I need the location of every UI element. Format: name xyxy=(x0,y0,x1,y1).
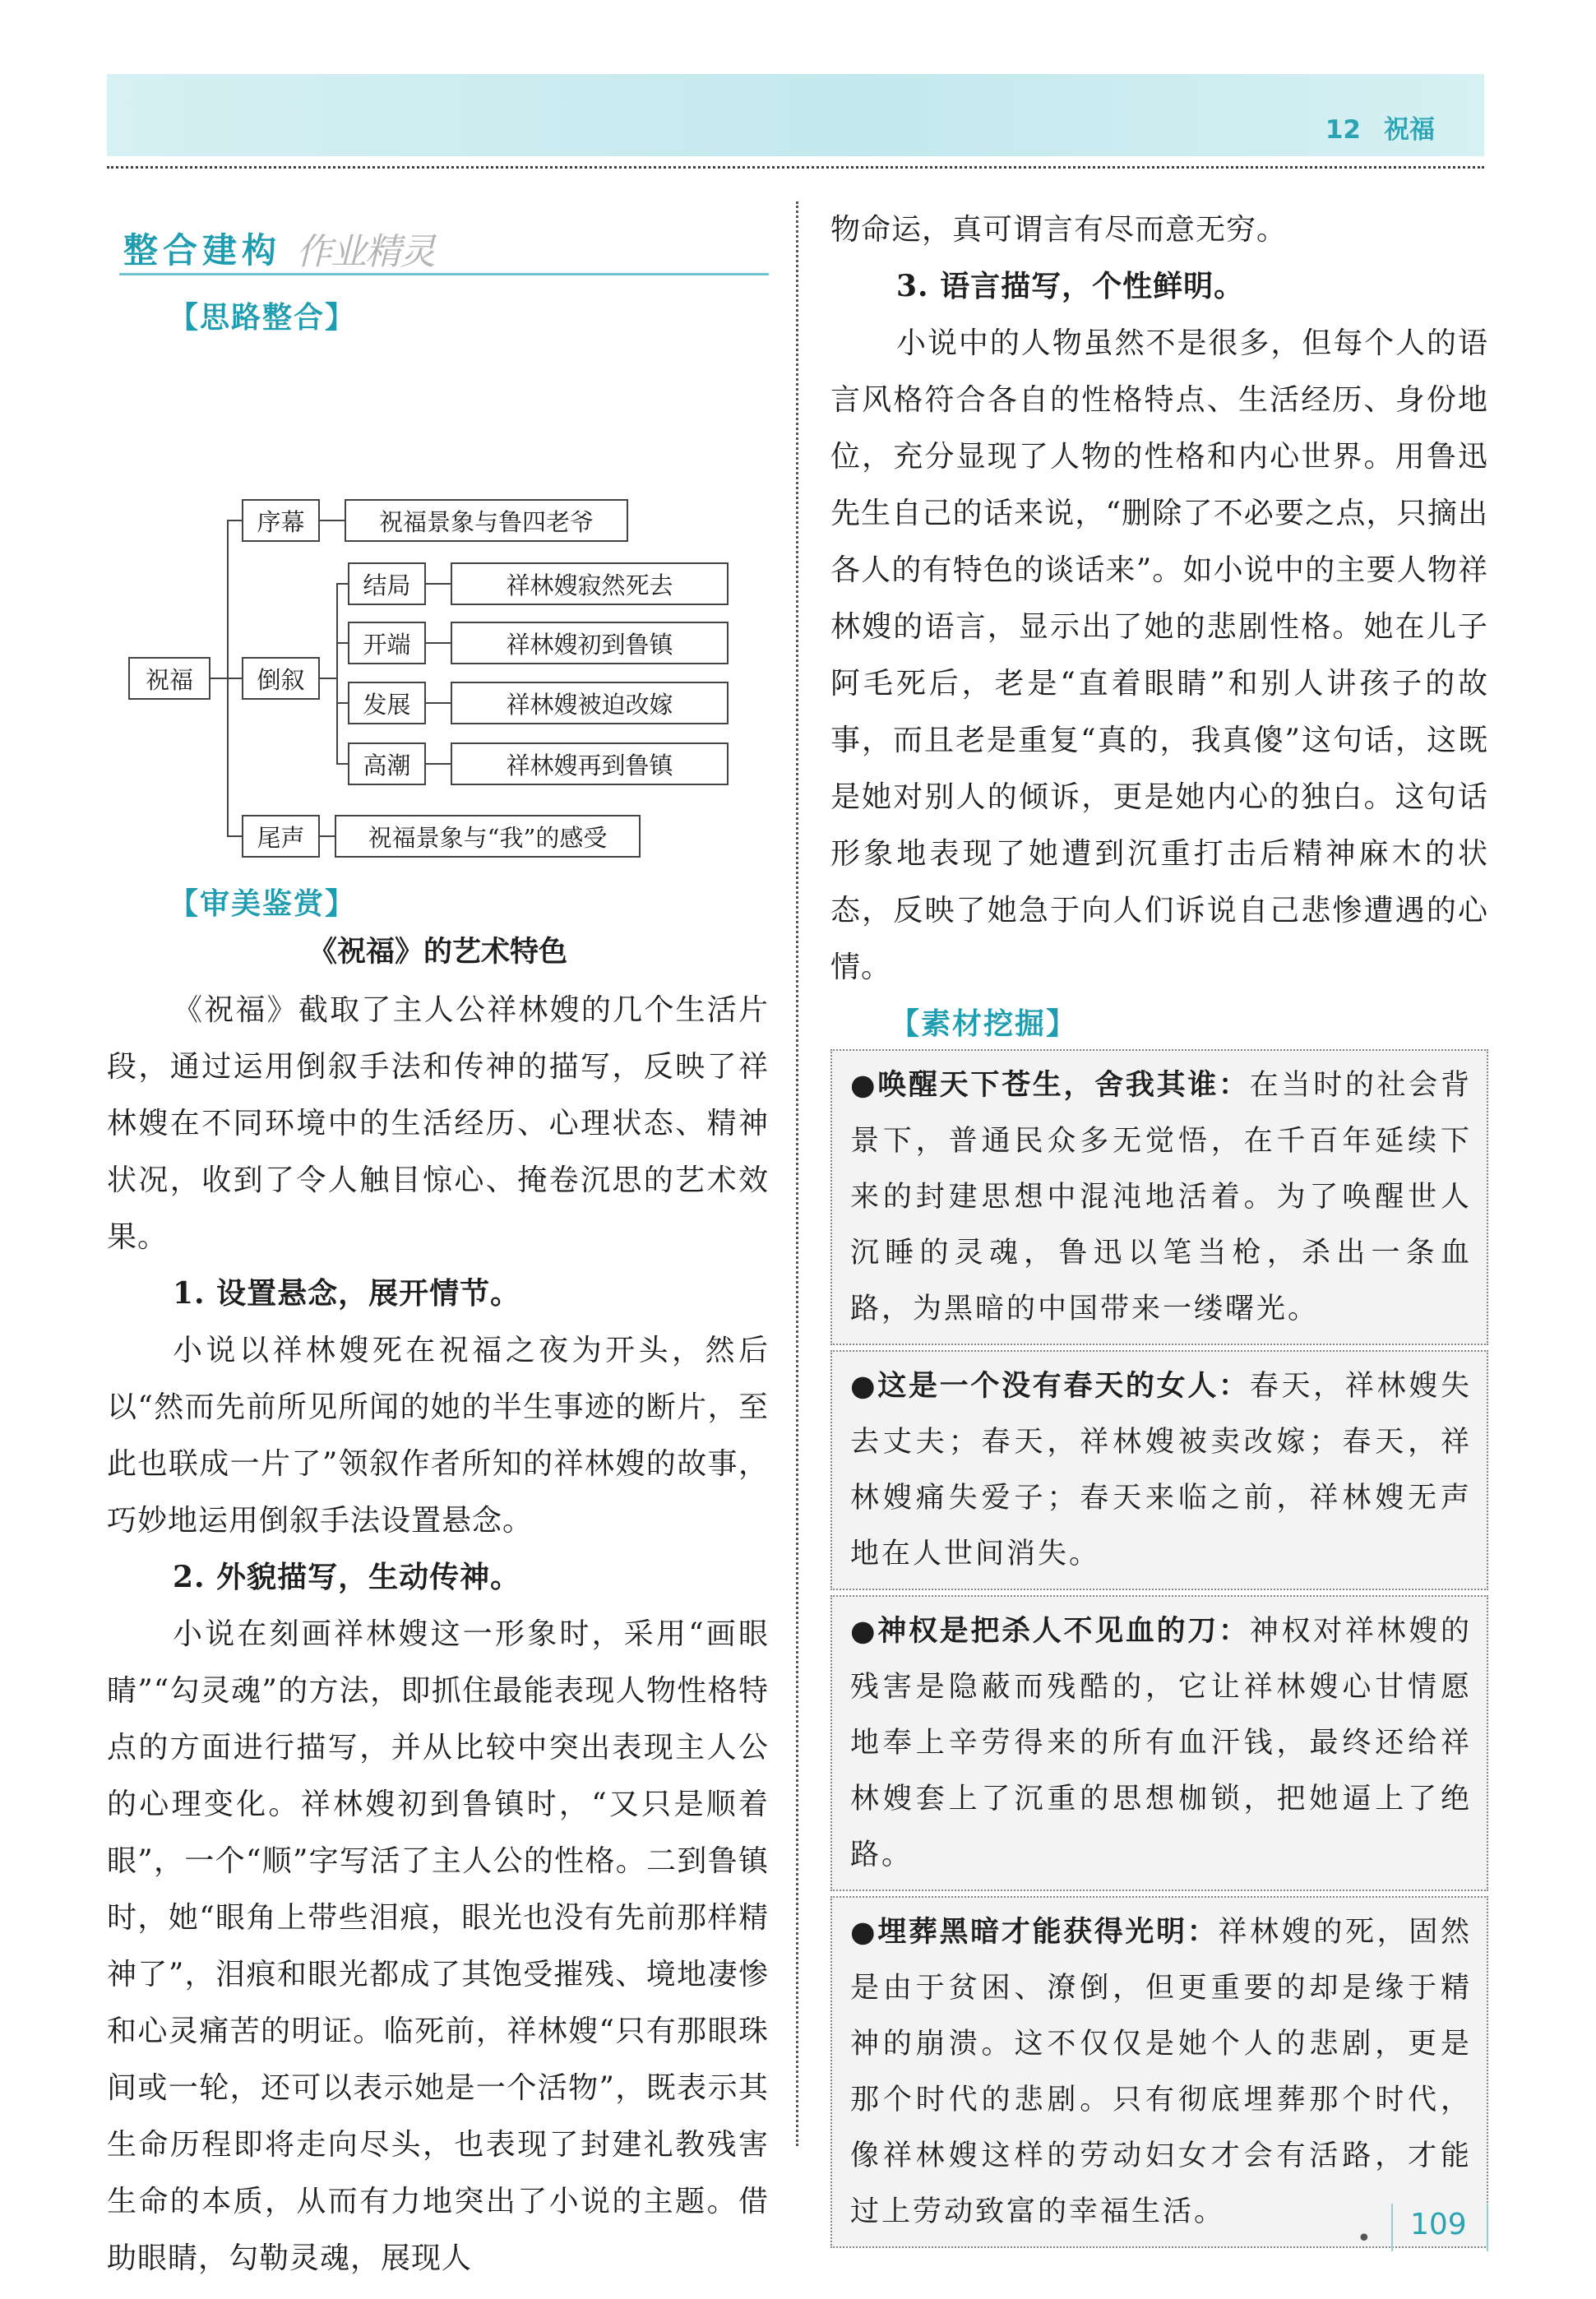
connector xyxy=(320,678,336,679)
branch-epilogue-detail: 祝福景象与“我”的感受 xyxy=(335,815,641,858)
branch-prologue: 序幕 xyxy=(242,499,320,542)
connector xyxy=(227,678,242,679)
mindmap-root: 祝福 xyxy=(128,657,210,700)
sub-climax-detail: 祥林嫂再到鲁镇 xyxy=(451,742,729,785)
connector xyxy=(227,835,242,837)
branch-epilogue: 尾声 xyxy=(242,815,320,858)
material-card-lead: ●唤醒天下苍生，舍我其谁： xyxy=(850,1069,1250,1102)
connector xyxy=(336,583,338,764)
material-card-lead: ●这是一个没有春天的女人： xyxy=(850,1370,1250,1403)
section-watermark: 作业精灵 xyxy=(296,231,434,273)
appreciation-title: 《祝福》的艺术特色 xyxy=(308,936,567,969)
material-heading: 【素材挖掘】 xyxy=(890,1007,1078,1041)
point-2-body: 小说在刻画祥林嫂这一形象时，采用“画眼睛”“勾灵魂”的方法，即抓住最能表现人物性格特点的方面进行描写，并从比较中突出表现主人公的心理变化。祥林嫂初到鲁镇时，“又只是顺着眼”，一个“顺”字写活了主人公的性格。二到鲁镇时，她“眼角上带些泪痕，眼光也没有先前那样精神了”，泪痕和眼光都成了其饱受摧残、境地凄惨和心灵痛苦的明证。临死前，祥林嫂“只有那眼珠间或一轮，还可以表示她是一个活物”，既表示其生命历程即将走向尽头，也表现了封建礼教残害生命的本质，从而有力地突出了小说的主题。借助眼睛，勾勒灵魂，展现人 xyxy=(107,1617,769,2275)
material-card-body: 神权对祥林嫂的残害是隐蔽而残酷的，它让祥林嫂心甘情愿地奉上辛劳得来的所有血汗钱，最终还给祥林嫂套上了沉重的思想枷锁，把她逼上了绝路。 xyxy=(850,1615,1472,1871)
footer-divider xyxy=(1487,2204,1488,2251)
sub-development: 发展 xyxy=(348,682,426,724)
point-3-body: 小说中的人物虽然不是很多，但每个人的语言风格符合各自的性格特点、生活经历、身份地位，充分显现了人物的性格和内心世界。用鲁迅先生自己的话来说，“删除了不必要之点，只摘出各人的有特色的谈话来”。如小说中的主要人物祥林嫂的语言，显示出了她的悲剧性格。她在儿子阿毛死后，老是“直着眼睛”和别人讲孩子的故事，而且老是重复“真的，我真傻”这句话，这既是她对别人的倾诉，更是她内心的独白。这句话形象地表现了她遭到沉重打击后精神麻木的状态，反映了她急于向人们诉说自己悲惨遭遇的心情。 xyxy=(830,326,1488,984)
column-divider xyxy=(796,201,798,2146)
connector xyxy=(336,702,348,704)
mindmap-tree xyxy=(107,343,769,852)
sub-climax: 高潮 xyxy=(348,742,426,785)
right-column xyxy=(830,201,1488,2253)
footer-divider xyxy=(1391,2204,1393,2251)
material-card-lead: ●埋葬黑暗才能获得光明： xyxy=(850,1916,1219,1949)
branch-flashback: 倒叙 xyxy=(242,657,320,700)
chapter-number: 12 xyxy=(1325,115,1361,145)
point-1-heading xyxy=(107,1265,769,1322)
connector xyxy=(210,678,227,679)
material-card xyxy=(830,1896,1488,2248)
footer-dot: • xyxy=(1357,2224,1372,2253)
sub-ending-detail: 祥林嫂寂然死去 xyxy=(451,562,729,605)
chapter-header xyxy=(1237,109,1484,146)
point-3-heading xyxy=(830,258,1488,315)
section-heading xyxy=(107,206,769,280)
point-2-continued: 物命运，真可谓言有尽而意无穷。 xyxy=(830,213,1288,247)
connector xyxy=(426,763,451,765)
point-2-heading xyxy=(107,1549,769,1606)
connector xyxy=(426,702,451,704)
header-band xyxy=(107,74,1484,156)
material-card-lead: ●神权是把杀人不见血的刀： xyxy=(850,1615,1250,1648)
sub-development-detail: 祥林嫂被迫改嫁 xyxy=(451,682,729,724)
header-divider xyxy=(107,166,1484,169)
connector xyxy=(320,520,345,521)
appreciation-heading: 【审美鉴赏】 xyxy=(169,887,357,921)
point-3-heading-text: 3. 语言描写，个性鲜明。 xyxy=(896,269,1245,303)
mindmap-heading: 【思路整合】 xyxy=(169,301,357,335)
connector xyxy=(227,520,242,521)
sub-beginning-detail: 祥林嫂初到鲁镇 xyxy=(451,622,729,664)
material-card-body: 祥林嫂的死，固然是由于贫困、潦倒，但更重要的却是缘于精神的崩溃。这不仅仅是她个人的悲剧，更是那个时代的悲剧。只有彻底埋葬那个时代，像祥林嫂这样的劳动妇女才会有活路，才能过上劳动致富的幸福生活。 xyxy=(850,1916,1472,2228)
sub-ending: 结局 xyxy=(348,562,426,605)
left-column xyxy=(107,206,769,2287)
connector xyxy=(320,835,335,837)
sub-beginning: 开端 xyxy=(348,622,426,664)
point-1-heading-text: 1. 设置悬念，展开情节。 xyxy=(173,1276,521,1311)
point-2-heading-text: 2. 外貌描写，生动传神。 xyxy=(173,1560,521,1594)
material-card-body: 在当时的社会背景下，普通民众多无觉悟，在千百年延续下来的封建思想中混沌地活着。为了唤醒世人沉睡的灵魂，鲁迅以笔当枪，杀出一条血路，为黑暗的中国带来一缕曙光。 xyxy=(850,1069,1472,1325)
material-card xyxy=(830,1350,1488,1590)
branch-prologue-detail: 祝福景象与鲁四老爷 xyxy=(345,499,628,542)
material-card xyxy=(830,1049,1488,1345)
point-1-body: 小说以祥林嫂死在祝福之夜为开头，然后以“然而先前所见所闻的她的半生事迹的断片，至此也联成一片了”领叙作者所知的祥林嫂的故事，巧妙地运用倒叙手法设置悬念。 xyxy=(107,1334,769,1538)
connector xyxy=(426,642,451,644)
appreciation-intro: 《祝福》截取了主人公祥林嫂的几个生活片段，通过运用倒叙手法和传神的描写，反映了祥林嫂在不同环境中的生活经历、心理状态、精神状况，收到了令人触目惊心、掩卷沉思的艺术效果。 xyxy=(107,993,769,1254)
connector xyxy=(426,583,451,585)
page-number: 109 xyxy=(1410,2208,1467,2241)
material-card xyxy=(830,1595,1488,1891)
connector xyxy=(336,583,348,585)
material-card-body: 春天，祥林嫂失去丈夫；春天，祥林嫂被卖改嫁；春天，祥林嫂痛失爱子；春天来临之前，祥林嫂无声地在人世间消失。 xyxy=(850,1370,1472,1570)
connector xyxy=(336,642,348,644)
chapter-title: 祝福 xyxy=(1384,115,1435,145)
section-rule xyxy=(119,273,769,275)
section-title: 整合建构 xyxy=(123,230,282,271)
connector xyxy=(336,763,348,765)
